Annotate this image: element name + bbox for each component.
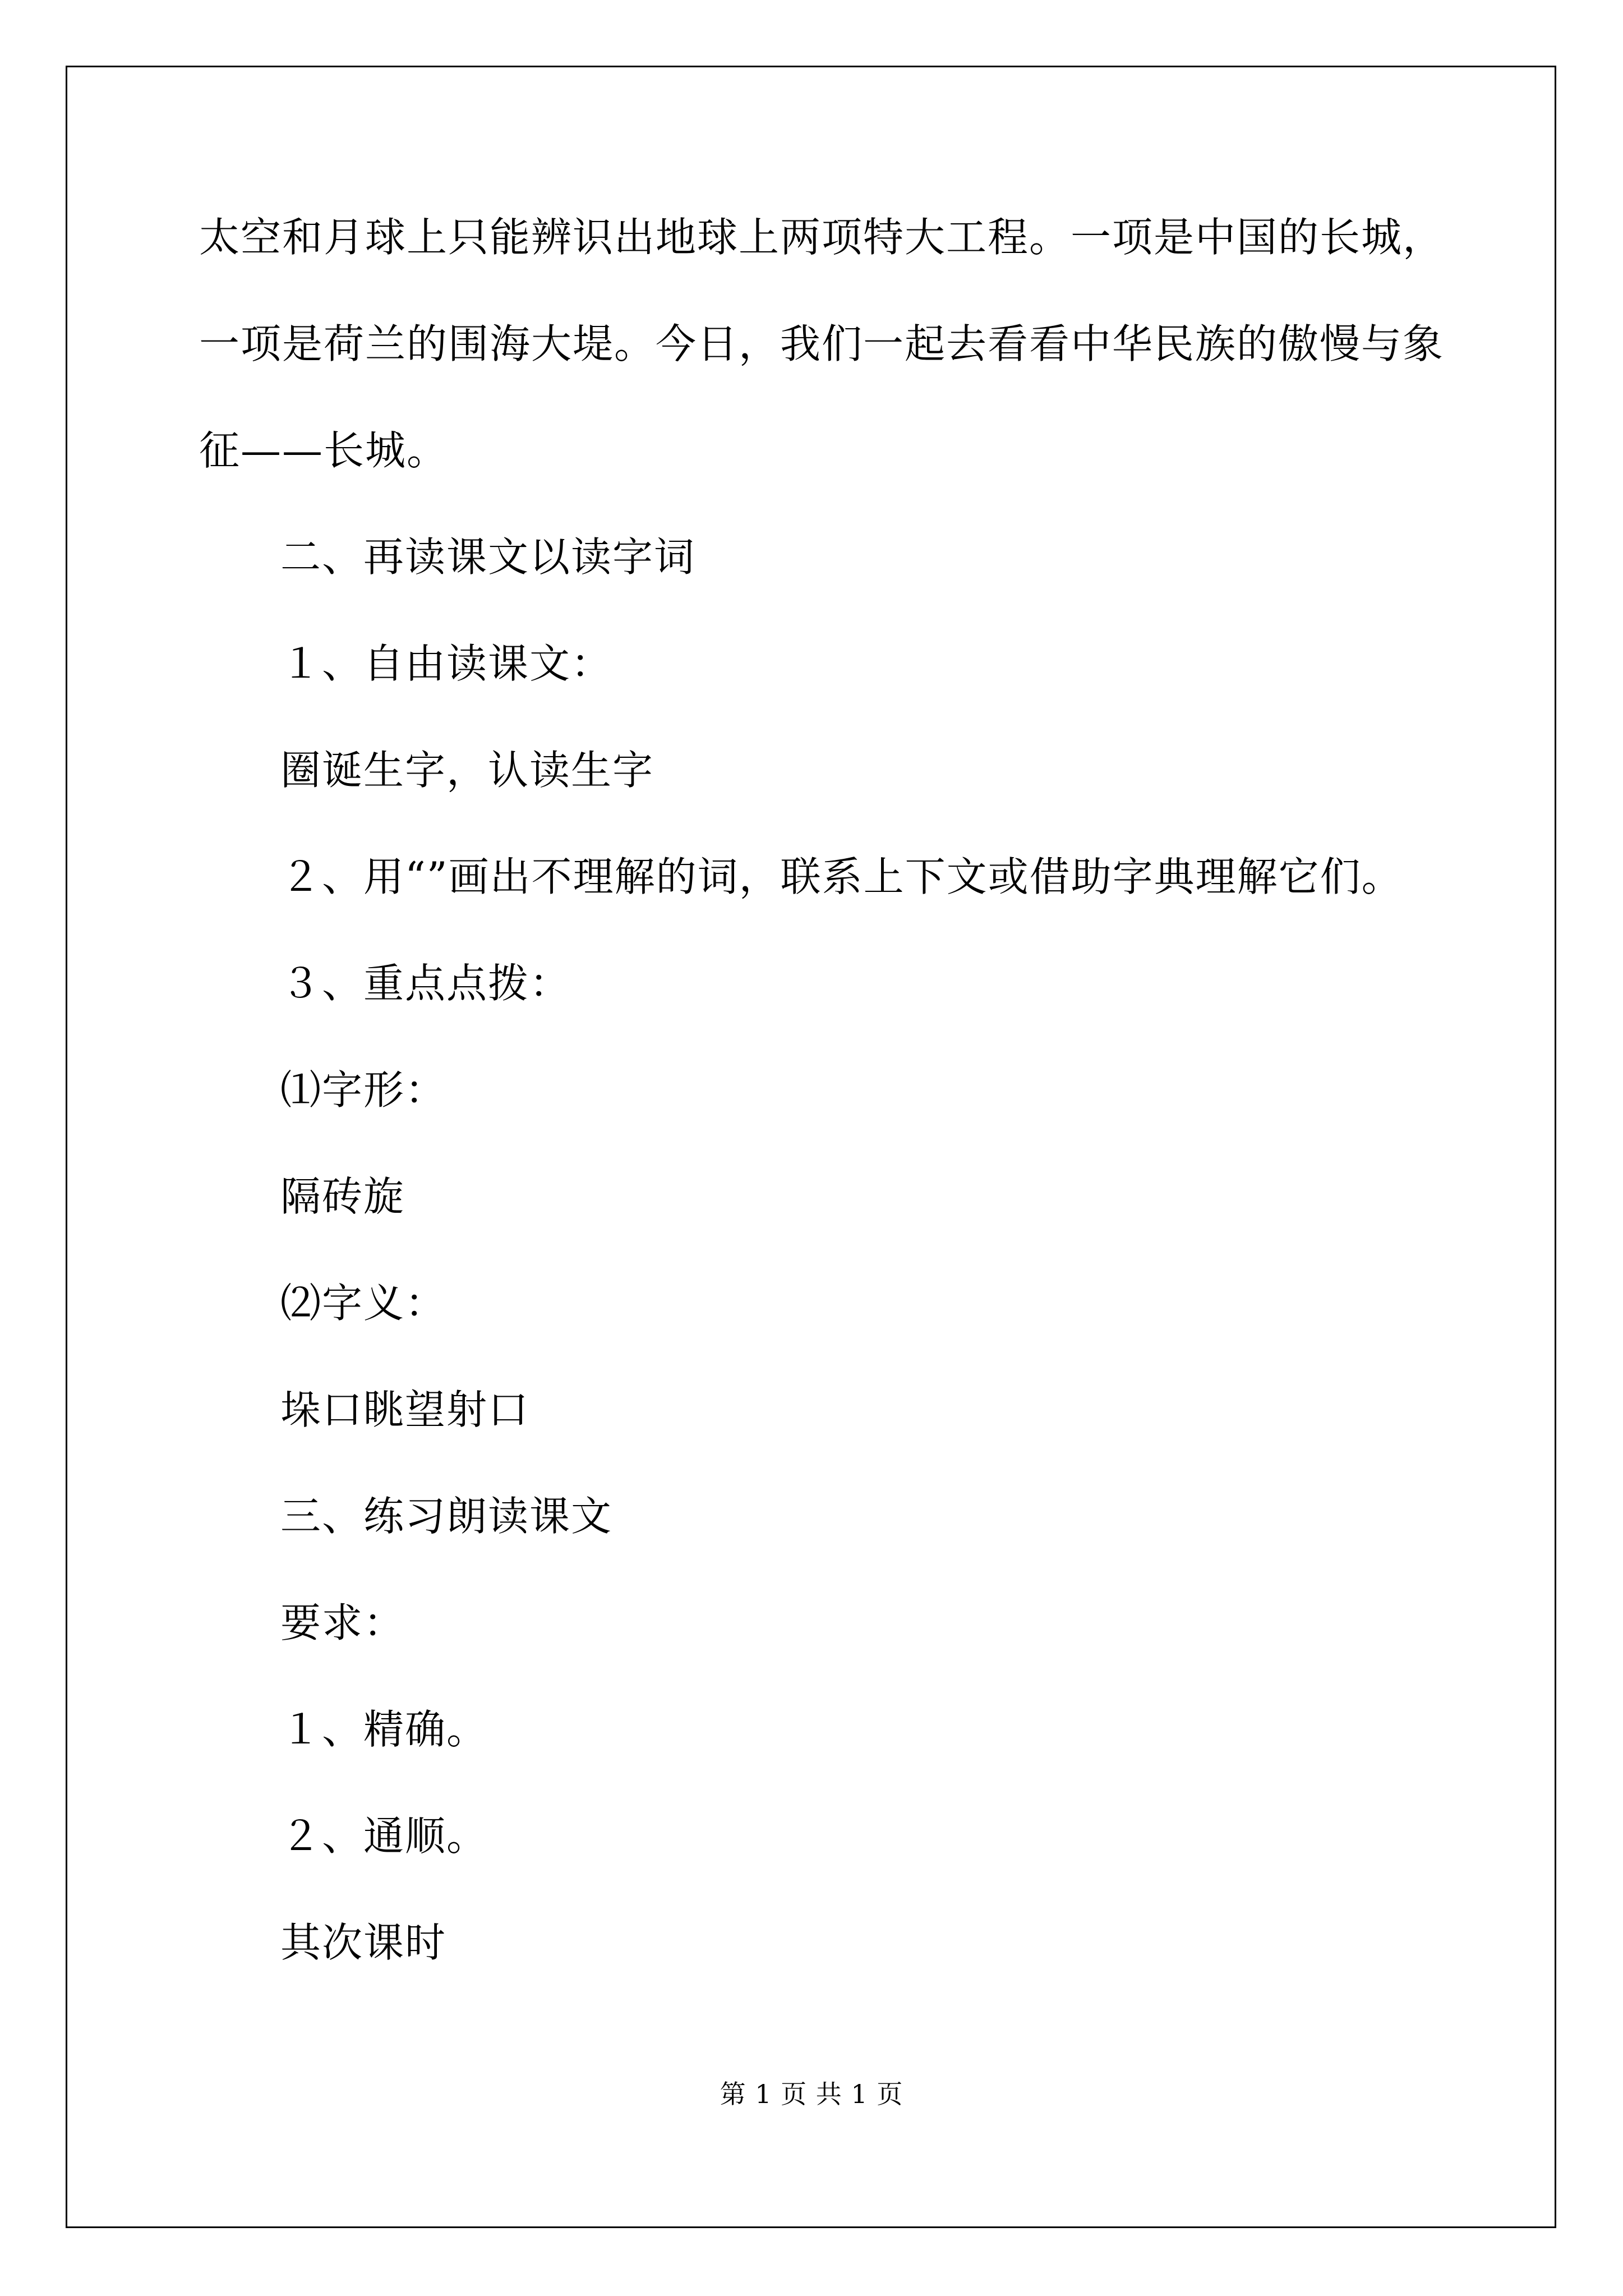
- paragraph-line: 隔砖旋: [280, 1173, 405, 1220]
- list-item: １、自由读课文：: [280, 640, 613, 687]
- list-item: ３、重点点拨：: [280, 960, 571, 1007]
- paragraph-line: 垛口眺望射口: [280, 1386, 530, 1433]
- list-item: １、精确。: [280, 1706, 488, 1753]
- section-heading: 三、练习朗读课文: [280, 1493, 613, 1540]
- sub-item: ⑵字义：: [280, 1280, 447, 1327]
- list-item: ２、用“”画出不理解的词，联系上下文或借助字典理解它们。: [280, 853, 1403, 900]
- document-body: [199, 210, 1444, 1970]
- paragraph-line: 一项是荷兰的围海大堤。今日，我们一起去看看中华民族的傲慢与象: [199, 320, 1445, 367]
- section-heading: 二、再读课文以读字词: [280, 533, 696, 581]
- page-footer: 第 1 页 共 1 页: [720, 2079, 903, 2109]
- paragraph-line: 征——长城。: [199, 427, 449, 474]
- sub-item: ⑴字形：: [280, 1066, 447, 1114]
- section-heading: 其次课时: [280, 1919, 447, 1966]
- paragraph-line: 圈诞生字，认读生字: [280, 747, 654, 794]
- paragraph-line: 要求：: [280, 1599, 405, 1646]
- list-item: ２、通顺。: [280, 1812, 488, 1860]
- paragraph-line: 太空和月球上只能辨识出地球上两项特大工程。一项是中国的长城，: [199, 214, 1445, 261]
